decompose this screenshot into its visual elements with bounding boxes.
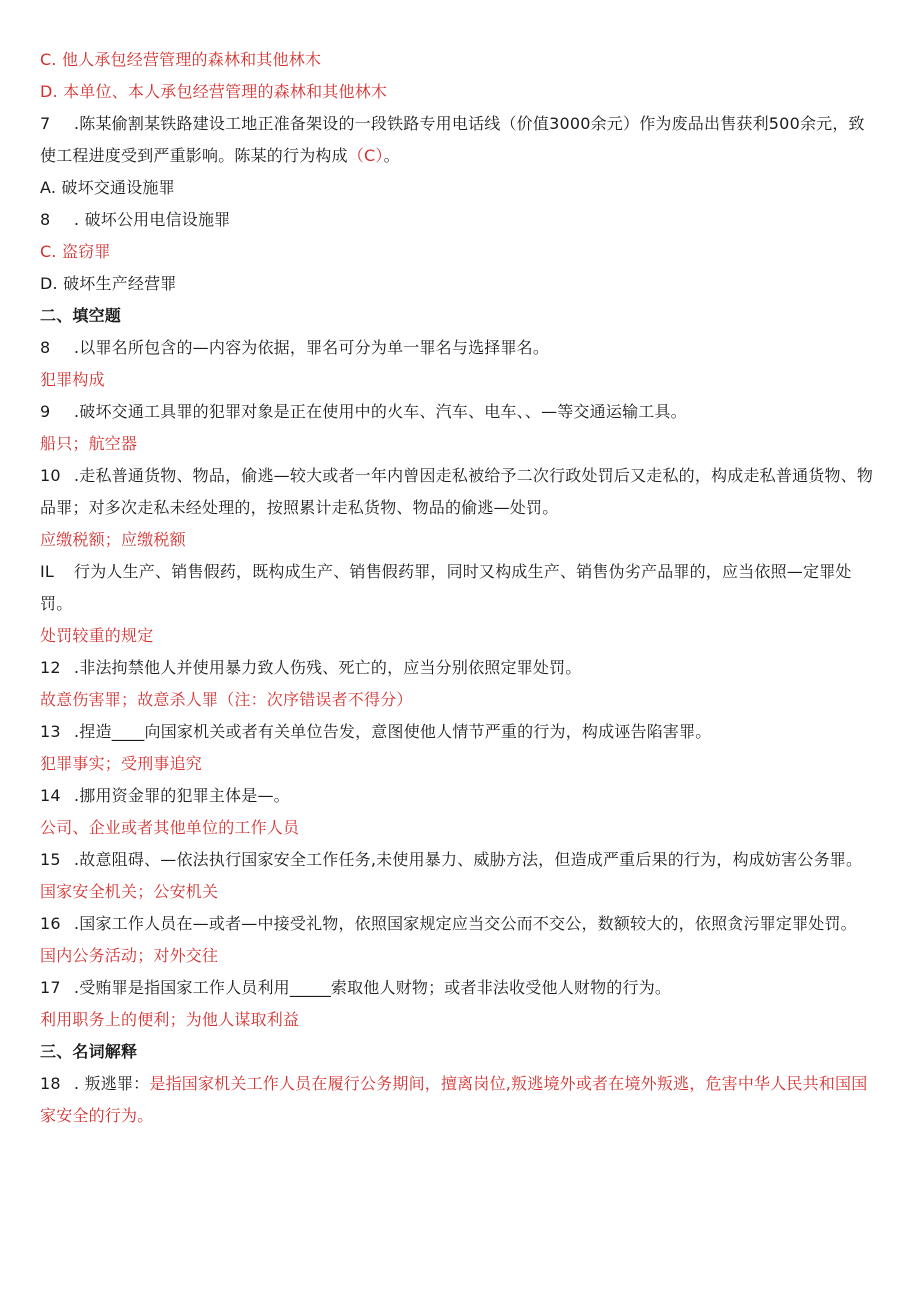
question-number: 13 — [40, 722, 61, 741]
question-text: .捏造 — [74, 722, 112, 741]
question-tail: 。 — [383, 146, 400, 165]
question-7 — [40, 108, 878, 172]
question-number: 10 — [40, 466, 61, 485]
answer-11: 处罚较重的规定 — [40, 626, 154, 645]
question-rest: 向国家机关或者有关单位告发，意图使他人情节严重的行为，构成诬告陷害罪。 — [144, 722, 712, 741]
section-heading-fill-blank: 二、填空题 — [40, 306, 122, 325]
option-a: A. 破坏交通设施罪 — [40, 178, 175, 197]
question-15 — [40, 844, 878, 876]
question-18 — [40, 1068, 878, 1132]
question-text: .国家工作人员在—或者—中接受礼物，依照国家规定应当交公而不交公，数额较大的，依照贪污罪定罪处罚。 — [74, 914, 857, 933]
question-11 — [40, 556, 878, 620]
question-13 — [40, 716, 878, 748]
question-8 — [40, 332, 878, 364]
question-text: .挪用资金罪的犯罪主体是—。 — [74, 786, 290, 805]
question-17 — [40, 972, 878, 1004]
question-number: 9 — [40, 402, 51, 421]
question-number: 15 — [40, 850, 61, 869]
question-number: 17 — [40, 978, 61, 997]
question-text: .受贿罪是指国家工作人员利用 — [74, 978, 290, 997]
question-text: .破坏交通工具罪的犯罪对象是正在使用中的火车、汽车、电车、、—等交通运输工具。 — [74, 402, 687, 421]
answer-15: 国家安全机关；公安机关 — [40, 882, 219, 901]
question-text: 行为人生产、销售假药，既构成生产、销售假药罪，同时又构成生产、销售伪劣产品罪的，应当依照—定罪处罚。 — [40, 562, 852, 613]
question-16 — [40, 908, 878, 940]
question-number: 7 — [40, 114, 51, 133]
question-number: 18 — [40, 1074, 61, 1093]
option-d: D. 破坏生产经营罪 — [40, 274, 177, 293]
question-text: .故意阻碍、—依法执行国家安全工作任务,未使用暴力、威胁方法，但造成严重后果的行为，构成妨害公务罪。 — [74, 850, 863, 869]
section-heading-terms: 三、名词解释 — [40, 1042, 138, 1061]
answer-16: 国内公务活动；对外交往 — [40, 946, 219, 965]
answer-9: 船只；航空器 — [40, 434, 138, 453]
question-answer: 是指国家机关工作人员在履行公务期间，擅离岗位,叛逃境外或者在境外叛逃，危害中华人民共和国国家安全的行为。 — [40, 1074, 868, 1125]
blank: _____ — [289, 978, 331, 997]
question-text: . 叛逃罪： — [74, 1074, 150, 1093]
question-text: . 破坏公用电信设施罪 — [74, 210, 231, 229]
answer-14: 公司、企业或者其他单位的工作人员 — [40, 818, 300, 837]
answer-8: 犯罪构成 — [40, 370, 105, 389]
question-text: .非法拘禁他人并使用暴力致人伤残、死亡的，应当分别依照定罪处罚。 — [74, 658, 582, 677]
answer-17: 利用职务上的便利；为他人谋取利益 — [40, 1010, 300, 1029]
question-8-option — [40, 204, 878, 236]
question-10 — [40, 460, 878, 524]
question-number: 12 — [40, 658, 61, 677]
question-14 — [40, 780, 878, 812]
answer-10: 应缴税额；应缴税额 — [40, 530, 186, 549]
question-number: 8 — [40, 338, 51, 357]
question-9 — [40, 396, 878, 428]
answer-13: 犯罪事实；受刑事追究 — [40, 754, 203, 773]
question-number: 14 — [40, 786, 61, 805]
question-text: .走私普通货物、物品，偷逃—较大或者一年内曾因走私被给予二次行政处罚后又走私的，构成走私普通货物、物品罪；对多次走私未经处理的，按照累计走私货物、物品的偷逃—处罚。 — [40, 466, 874, 517]
question-text: .陈某偷割某铁路建设工地正准备架设的一段铁路专用电话线（价值3000余元）作为废品出售获利500余元，致使工程进度受到严重影响。陈某的行为构成 — [40, 114, 865, 165]
question-text: .以罪名所包含的—内容为依据，罪名可分为单一罪名与选择罪名。 — [74, 338, 550, 357]
question-answer: （C） — [347, 146, 384, 165]
blank: ____ — [111, 722, 145, 741]
question-12 — [40, 652, 878, 684]
option-c-answer: C. 盗窃罪 — [40, 242, 111, 261]
option-c-answer: C. 他人承包经营管理的森林和其他林木 — [40, 50, 322, 69]
document-page — [40, 44, 878, 1132]
question-number: 16 — [40, 914, 61, 933]
question-rest: 索取他人财物；或者非法收受他人财物的行为。 — [330, 978, 672, 997]
option-d-answer: D. 本单位、本人承包经营管理的森林和其他林木 — [40, 82, 388, 101]
question-number: 8 — [40, 210, 51, 229]
question-number: IL — [40, 562, 55, 581]
answer-12: 故意伤害罪；故意杀人罪（注：次序错误者不得分） — [40, 690, 413, 709]
